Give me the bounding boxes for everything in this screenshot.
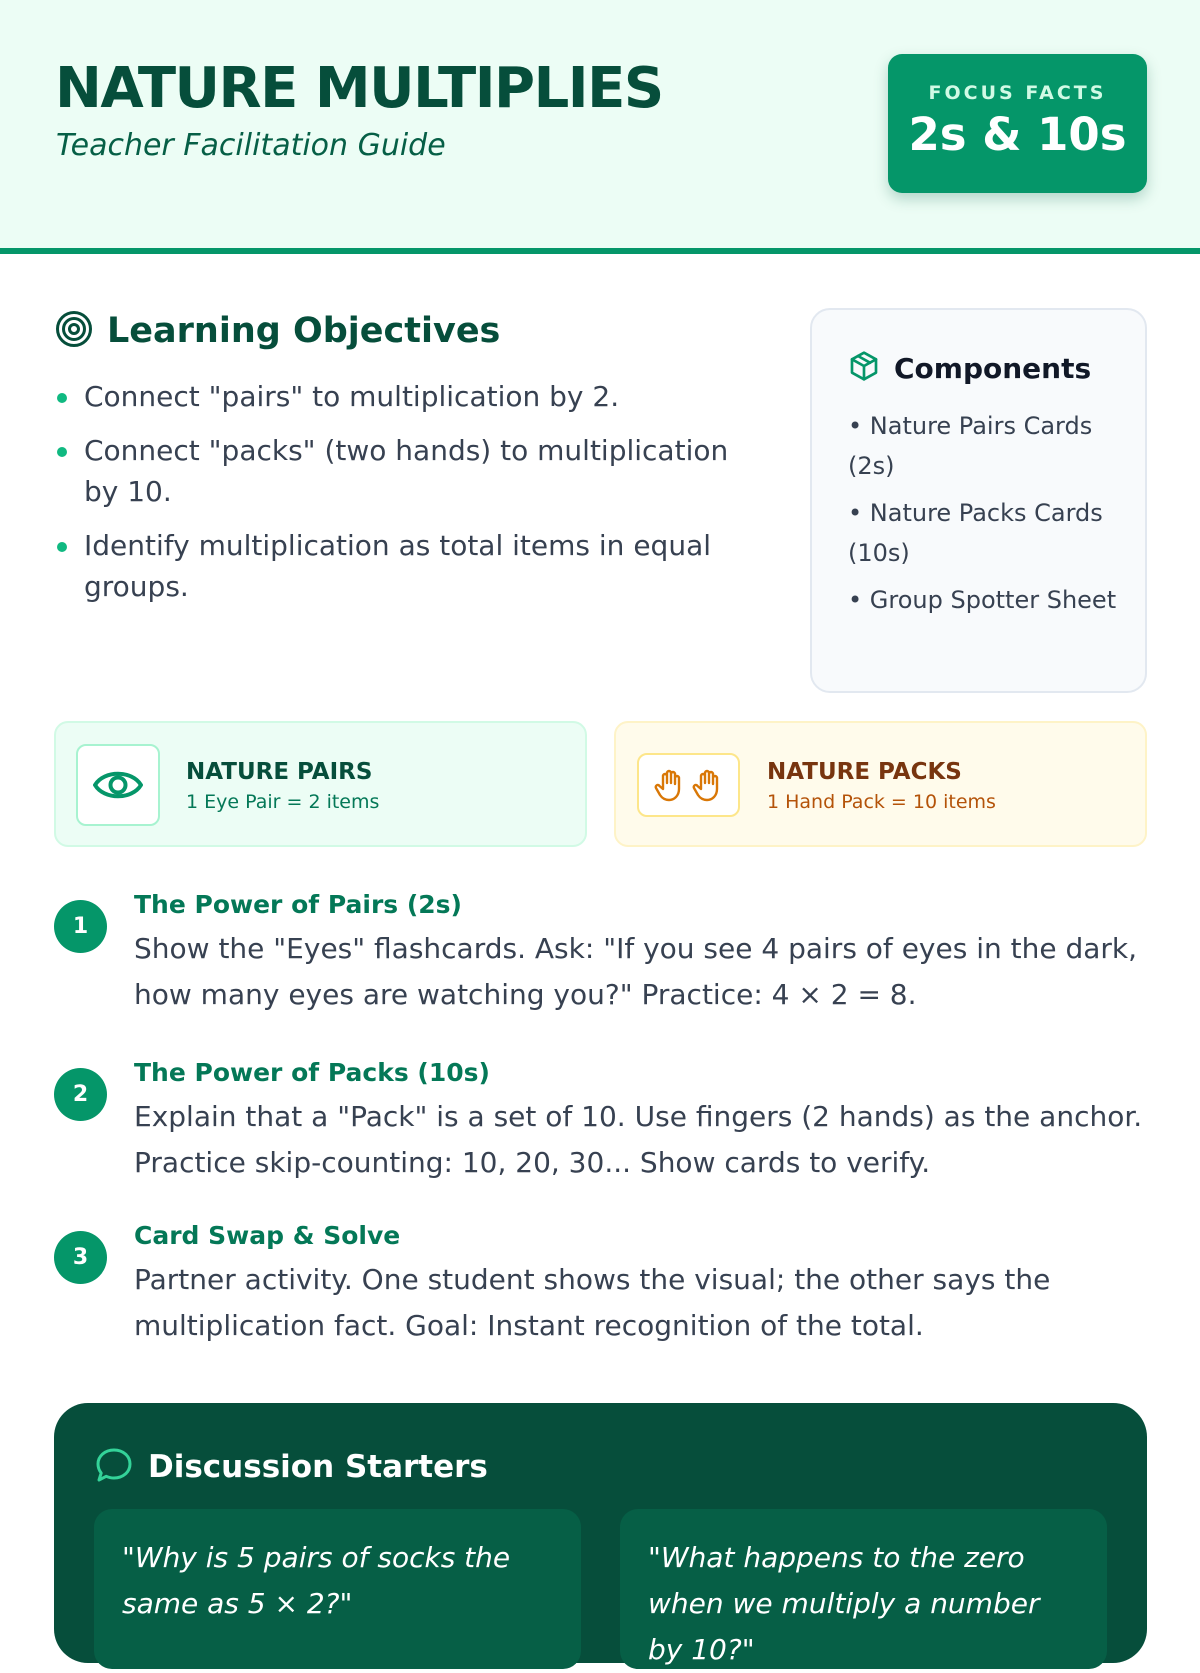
hand-icon [692,768,724,802]
step-title: The Power of Pairs (2s) [134,890,462,919]
discussion-quote: "Why is 5 pairs of socks the same as 5 × 2?" [94,1509,581,1669]
components-list [848,406,1128,627]
component-item: • Group Spotter Sheet [848,586,1117,614]
target-icon [55,310,93,352]
objectives-heading [55,310,500,352]
step-number: 2 [54,1068,107,1121]
nature-packs-rule: 1 Hand Pack = 10 items [767,791,996,813]
objective-item: Identify multiplication as total items in equal groups. [55,525,755,607]
objective-item: Connect "pairs" to multiplication by 2. [55,376,755,417]
nature-pairs-rule: 1 Eye Pair = 2 items [186,791,380,813]
package-icon [848,350,880,386]
nature-pairs-title: NATURE PAIRS [186,759,373,785]
focus-facts-badge [888,54,1147,193]
hand-icon [654,768,686,802]
hands-icon-group [637,753,740,817]
step-body: Explain that a "Pack" is a set of 10. Use fingers (2 hands) as the anchor. Practice skip-counting: 10, 20, 30... Show cards to verify. [134,1100,1143,1179]
discussion-title: Discussion Starters [148,1449,488,1485]
page-title: NATURE MULTIPLIES [55,56,663,121]
components-title: Components [894,351,1092,385]
discussion-heading [94,1445,488,1489]
nature-packs-title: NATURE PACKS [767,759,962,785]
components-heading [848,350,1091,386]
step-title: The Power of Packs (10s) [134,1058,490,1087]
focus-facts-label: FOCUS FACTS [928,82,1107,104]
components-panel [810,308,1147,693]
page-subtitle: Teacher Facilitation Guide [56,128,446,163]
step-body: Partner activity. One student shows the visual; the other says the multiplication fact. Goal: Instant recognition of the total. [134,1263,1051,1342]
eye-icon [76,744,160,826]
discussion-quote: "What happens to the zero when we multiply a number by 10?" [620,1509,1107,1669]
objectives-list [55,376,755,620]
step-number: 1 [54,900,107,953]
discussion-panel [54,1403,1147,1666]
focus-facts-value: 2s & 10s [908,108,1127,161]
nature-pairs-card [54,721,587,847]
step-number: 3 [54,1231,107,1284]
objectives-title: Learning Objectives [107,311,501,351]
objective-item: Connect "packs" (two hands) to multiplication by 10. [55,430,755,512]
page-header [0,0,1200,254]
component-item: • Nature Pairs Cards (2s) [848,412,1093,480]
step-title: Card Swap & Solve [134,1221,401,1250]
step-body: Show the "Eyes" flashcards. Ask: "If you see 4 pairs of eyes in the dark, how many eyes are watching you?" Practice: 4 × 2 = 8. [134,932,1138,1011]
component-item: • Nature Packs Cards (10s) [848,499,1103,567]
nature-packs-card [614,721,1147,847]
chat-bubble-icon [94,1445,134,1489]
